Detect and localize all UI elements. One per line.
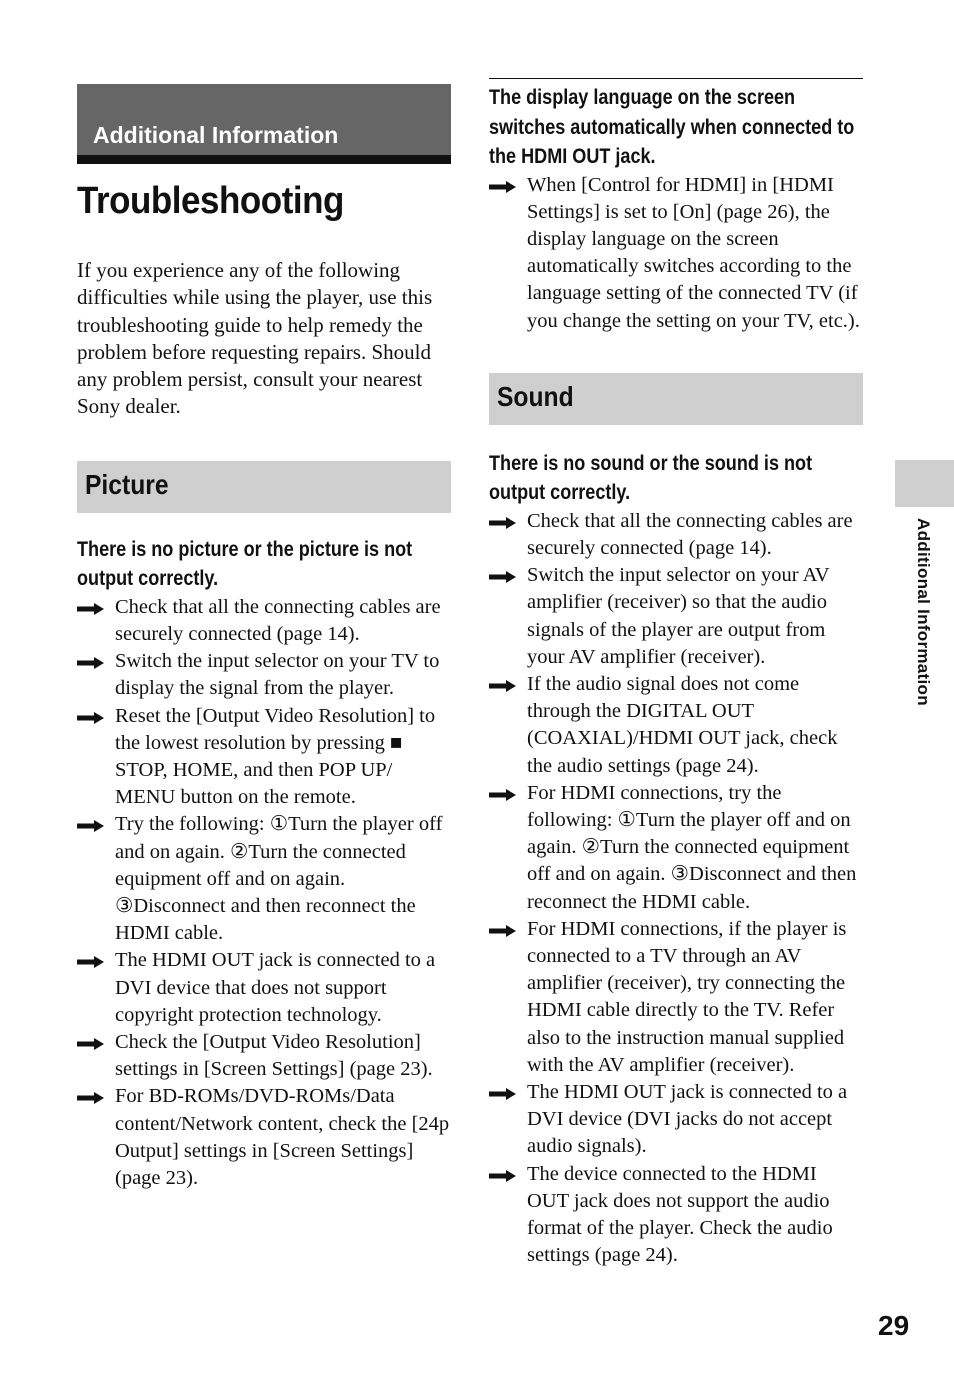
list-item [489, 1161, 863, 1270]
list-item [77, 1029, 451, 1083]
arrow-right-icon [489, 181, 517, 193]
arrow-right-icon [489, 925, 517, 937]
picture-heading [77, 461, 451, 513]
list-item [77, 594, 451, 648]
list-item-text: If the audio signal does not come through the DIGITAL OUT (COAXIAL)/HDMI OUT jack, check the audio settings (page 24). [527, 672, 838, 777]
right-column [489, 78, 863, 1269]
section-header [77, 84, 451, 164]
picture-list [77, 594, 451, 1192]
list-item [489, 1079, 863, 1161]
sound-list [489, 508, 863, 1270]
picture-question-text: There is no picture or the picture is not output correctly. [77, 537, 413, 591]
side-tab [895, 460, 954, 507]
list-item-text: The HDMI OUT jack is connected to a DVI device that does not support copyright protection technology. [115, 949, 436, 1026]
arrow-right-icon [489, 1170, 517, 1182]
intro-paragraph: If you experience any of the following difficulties while using the player, use this troubleshooting guide to help remedy the problem before requesting repairs. Should any problem persist, consult your nearest Sony dealer. [77, 258, 433, 419]
display-language-question-text: The display language on the screen switches automatically when connected to the HDMI OUT jack. [489, 86, 855, 168]
list-item-text: Check the [Output Video Resolution] settings in [Screen Settings] (page 23). [115, 1031, 433, 1081]
left-column [77, 84, 451, 1192]
sound-heading-label: Sound [497, 380, 574, 412]
list-item-text: Switch the input selector on your AV amplifier (receiver) so that the audio signals of the player are output from your AV amplifier (receiver). [527, 564, 830, 668]
arrow-right-icon [77, 603, 105, 615]
list-item-text: For HDMI connections, try the following: ①Turn the player off and on again. ②Turn the connected equipment off and on again. ③Disconnect and then reconnect the HDMI cable. [527, 781, 857, 913]
arrow-right-icon [489, 571, 517, 583]
list-item-text: When [Control for HDMI] in [HDMI Settings] is set to [On] (page 26), the display language on the screen automatically switches according to the language setting of the connected TV (if you change the setting on your TV, etc.). [527, 173, 860, 332]
list-item [489, 671, 863, 780]
arrow-right-icon [77, 1038, 105, 1050]
arrow-right-icon [77, 956, 105, 968]
side-tab-label: Additional Information [914, 518, 933, 706]
sound-question-text: There is no sound or the sound is not output correctly. [489, 451, 813, 505]
arrow-right-icon [77, 712, 105, 724]
picture-question [77, 535, 451, 594]
page-number: 29 [878, 1310, 910, 1341]
display-language-question [489, 83, 863, 172]
section-header-label: Additional Information [93, 122, 339, 148]
arrow-right-icon [489, 517, 517, 529]
arrow-right-icon [489, 1088, 517, 1100]
list-item [489, 508, 863, 562]
list-item-text: The HDMI OUT jack is connected to a DVI device (DVI jacks do not accept audio signals). [527, 1080, 848, 1158]
list-item [489, 172, 863, 335]
list-item [77, 703, 451, 812]
arrow-right-icon [489, 789, 517, 801]
list-item [77, 648, 451, 702]
list-item-text: For HDMI connections, if the player is connected to a TV through an AV amplifier (receiver), try connecting the HDMI cable directly to the TV. Refer also to the instruction manual supplied with the AV amplifier (receiver). [527, 917, 847, 1076]
list-item-text: For BD-ROMs/DVD-ROMs/Data content/Network content, check the [24p Output] settings in [Screen Settings] (page 23). [115, 1085, 450, 1190]
list-item [489, 916, 863, 1079]
list-item [77, 1083, 451, 1192]
display-language-list [489, 172, 863, 335]
sound-question [489, 449, 863, 508]
arrow-right-icon [77, 657, 105, 669]
list-item-text: Try the following: ①Turn the player off and on again. ②Turn the connected equipment off and on again. ③Disconnect and then reconnect the HDMI cable. [115, 813, 443, 945]
sound-heading [489, 373, 863, 425]
list-item-text: Switch the input selector on your TV to display the signal from the player. [115, 650, 440, 700]
picture-heading-label: Picture [85, 468, 169, 500]
top-rule [489, 78, 863, 79]
list-item-text: The device connected to the HDMI OUT jack does not support the audio format of the player. Check the audio settings (page 24). [527, 1162, 833, 1267]
list-item [77, 811, 451, 947]
list-item-text: Reset the [Output Video Resolution] to the lowest resolution by pressing ■ STOP, HOME, and then POP UP/ MENU button on the remote. [115, 704, 436, 809]
list-item-text: Check that all the connecting cables are securely connected (page 14). [115, 595, 441, 645]
page-title: Troubleshooting [77, 180, 344, 222]
list-item [489, 780, 863, 916]
arrow-right-icon [77, 1092, 105, 1104]
list-item-text: Check that all the connecting cables are securely connected (page 14). [527, 509, 853, 559]
arrow-right-icon [77, 820, 105, 832]
arrow-right-icon [489, 680, 517, 692]
list-item [77, 947, 451, 1029]
list-item [489, 562, 863, 671]
